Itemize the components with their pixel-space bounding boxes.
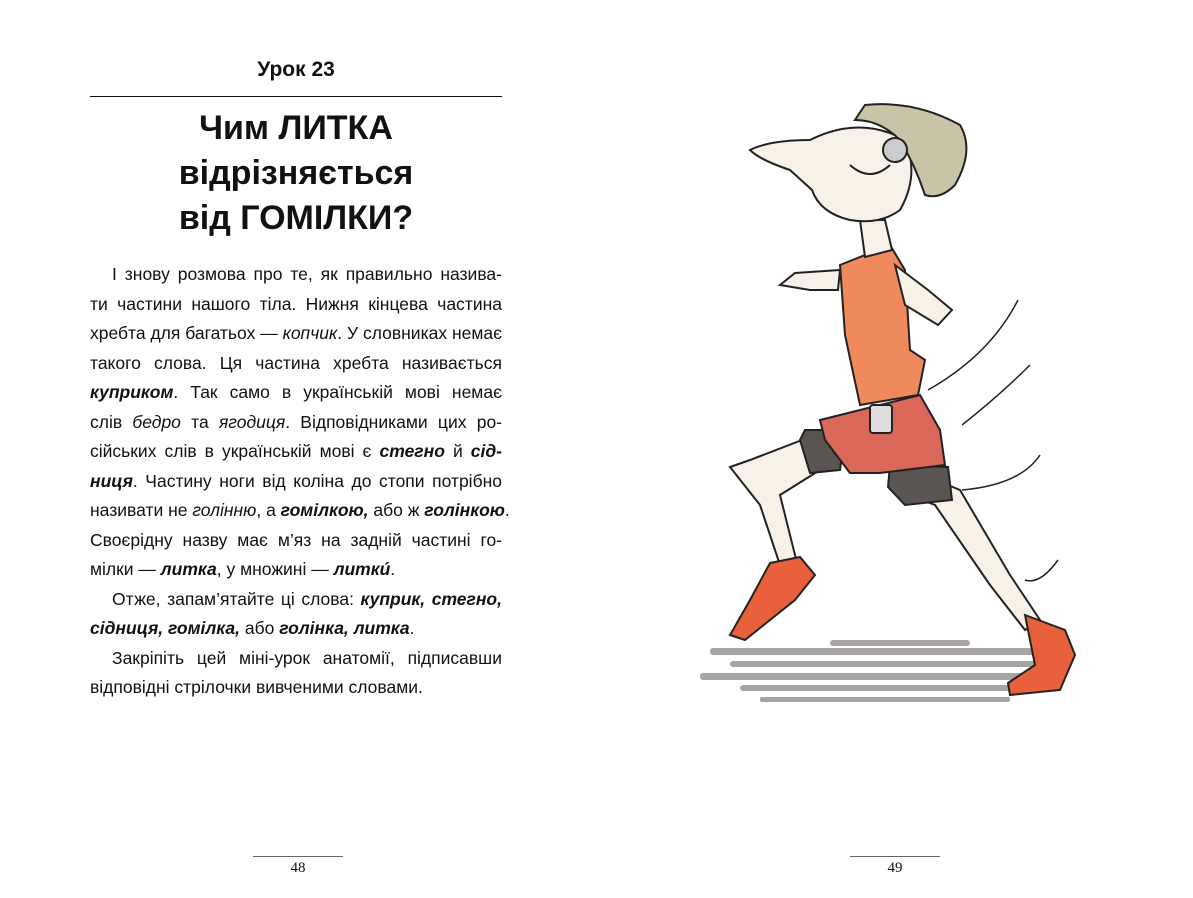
text-run: Отже, запам’ятайте ці слова:: [112, 588, 361, 609]
body-line: [90, 408, 502, 438]
folio-rule: [850, 856, 940, 857]
text-run: ти частини нашого тіла. Нижня кінцева частина: [90, 293, 502, 314]
title-line: від ГОМІЛКИ?: [178, 199, 414, 237]
header-rule: [90, 96, 502, 97]
text-run: куприком: [90, 382, 174, 402]
text-run: такого слова. Ця частина хребта називається: [90, 352, 502, 373]
body-line: [90, 585, 502, 615]
label-arrows: [928, 300, 1058, 581]
body-line: [90, 467, 502, 497]
text-run: або ж: [368, 500, 425, 520]
text-run: . Відповідниками цих ро-: [285, 411, 503, 432]
music-player-icon: [870, 405, 892, 433]
text-run: Закріпіть цей міні-урок анатомії, підписавши: [112, 647, 502, 668]
headphones-icon: [883, 138, 907, 162]
text-run: .: [504, 500, 510, 520]
left-page: [0, 0, 596, 898]
body-line: [90, 555, 502, 585]
lesson-number: Урок 23: [257, 58, 335, 81]
text-run: голінка, литка: [279, 618, 410, 638]
text-run: . Так само в українській мові немає: [173, 382, 502, 402]
arrow-icon: [962, 455, 1040, 490]
title-line: Чим ЛИТКА: [199, 109, 393, 147]
text-run: литкú: [333, 559, 391, 579]
ground-shadow: [700, 640, 1050, 702]
body-line: [90, 644, 502, 674]
left-arm: [780, 270, 840, 290]
body-line: [90, 378, 502, 408]
text-run: , а: [256, 500, 281, 520]
body-line: [90, 673, 502, 703]
text-run: І знову розмова про те, як правильно назива-: [112, 264, 502, 284]
text-run: куприк, стегно,: [360, 588, 502, 609]
text-run: . У словниках немає: [337, 323, 503, 343]
text-run: сідниця, гомілка,: [90, 618, 240, 638]
title-line: відрізняється: [178, 154, 414, 192]
text-run: називати не: [90, 500, 193, 520]
text-run: литка: [160, 559, 217, 579]
text-run: мілки —: [90, 559, 161, 579]
back-shoe: [730, 557, 815, 640]
arrow-icon: [962, 365, 1030, 425]
text-run: або: [239, 618, 280, 638]
text-run: , у множині —: [216, 559, 334, 579]
text-run: відповідні стрілочки вивченими словами.: [90, 677, 423, 697]
text-run: копчик: [282, 323, 338, 343]
text-run: .: [390, 559, 396, 579]
text-run: Своєрідну назву має м’яз на задній частині го-: [90, 529, 502, 550]
text-run: . Частину ноги від коліна до стопи потрібно: [132, 470, 502, 491]
text-run: гомілкою,: [280, 500, 369, 520]
body-line: [90, 614, 502, 644]
folio-rule: [253, 856, 343, 857]
text-run: слів: [90, 411, 133, 432]
text-run: стегно: [379, 441, 445, 461]
text-run: сійських слів в українській мові є: [90, 441, 380, 461]
body-line: [90, 526, 502, 556]
text-run: та: [180, 411, 219, 432]
page-number: 48: [290, 860, 306, 876]
shirt: [840, 245, 925, 405]
text-run: голінню: [192, 500, 257, 520]
body-line: [90, 319, 502, 349]
body-line: [90, 437, 502, 467]
body-line: [90, 496, 510, 526]
body-text: [90, 260, 510, 703]
text-run: .: [409, 618, 415, 638]
body-line: [90, 349, 502, 379]
page-number: 49: [887, 860, 903, 876]
text-run: ниця: [90, 470, 133, 491]
neck: [860, 220, 892, 257]
page-title: [90, 106, 502, 241]
text-run: сід-: [470, 441, 502, 461]
text-run: ягодиця: [218, 411, 286, 432]
body-line: [90, 260, 502, 290]
text-run: бедро: [132, 411, 181, 432]
text-run: й: [444, 441, 471, 461]
arrow-icon: [1025, 560, 1058, 581]
text-run: хребта для багатьох —: [90, 323, 283, 343]
running-man-illustration: [700, 95, 1100, 715]
body-line: [90, 290, 502, 320]
text-run: голінкою: [424, 500, 505, 520]
